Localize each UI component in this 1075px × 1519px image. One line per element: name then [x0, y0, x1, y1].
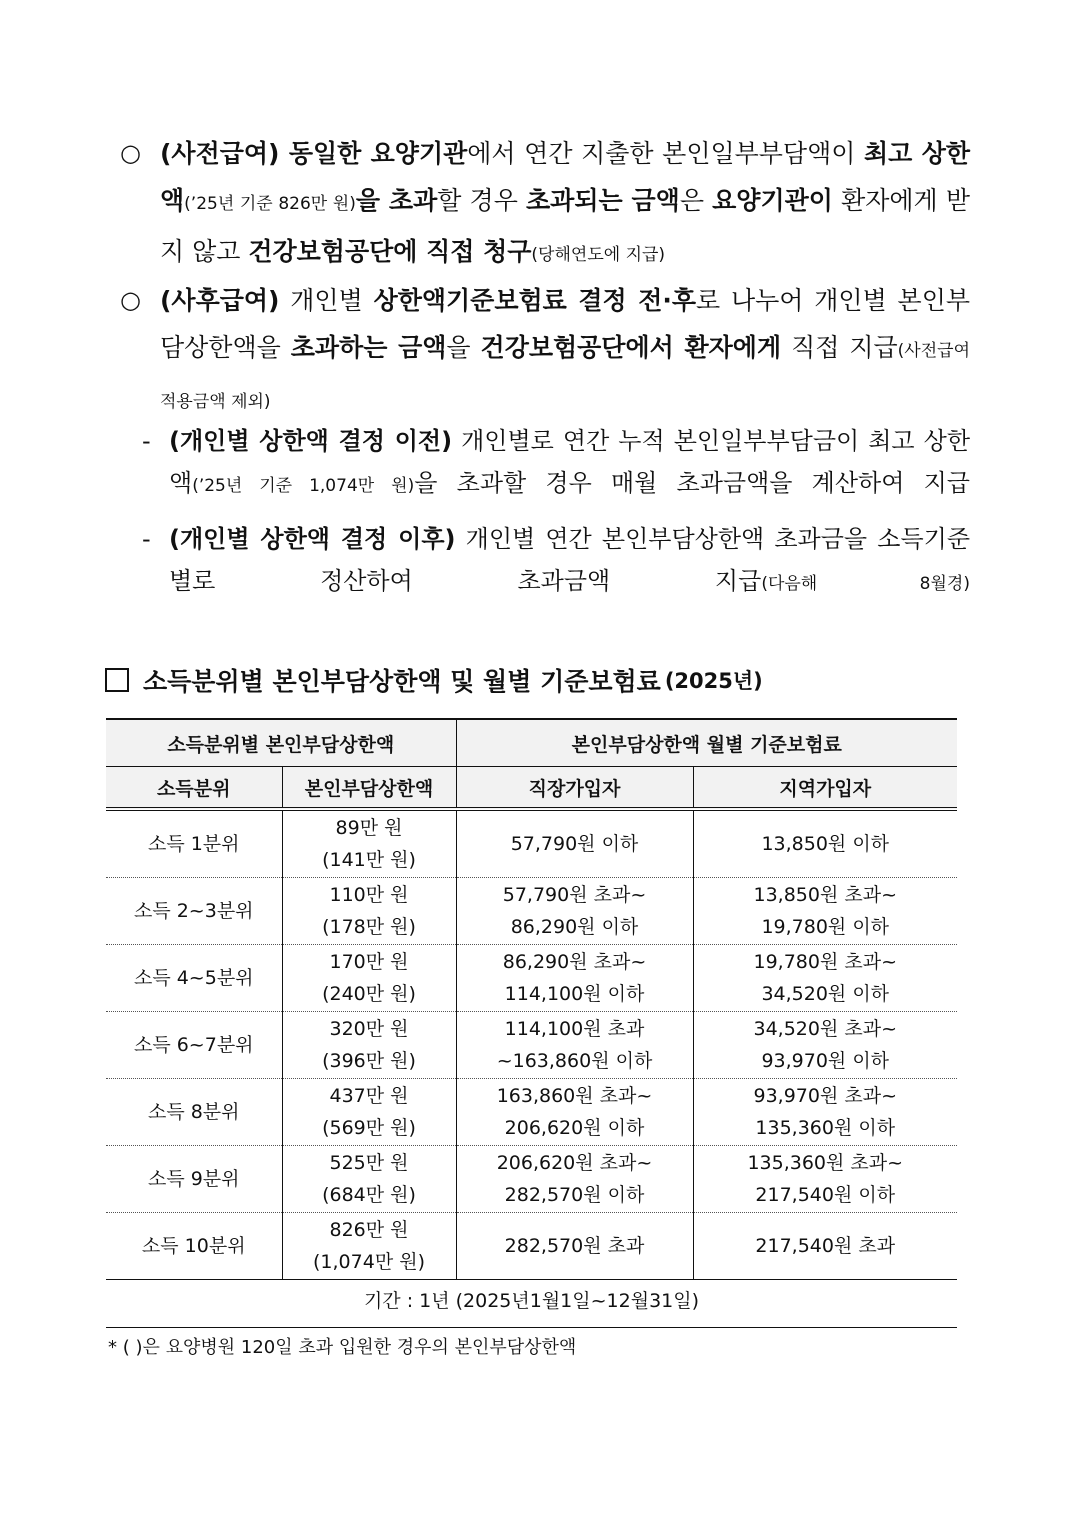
bullet-circle: ○: [120, 286, 141, 314]
subitem-before-decision: - (개인별 상한액 결정 이전) 개인별로 연간 누적 본인일부부담금이 최고 상한액(’25년 기준 1,074만 원)을 초과할 경우 매월 초과금액을 계산하여 지급: [142, 420, 970, 507]
square-checkbox-icon: [105, 668, 129, 692]
paragraph-postpayment: ○ (사후급여) 개인별 상한액기준보험료 결정 전·후로 나누어 개인별 본인부담상한액을 초과하는 금액을 건강보험공단에서 환자에게 직접 지급(사전급여 적용금액 제외): [120, 277, 970, 426]
footnote: * ( )은 요양병원 120일 초과 입원한 경우의 본인부담상한액: [108, 1337, 577, 1358]
table-row: 소득 9분위 525만 원 (684만 원) 206,620원 초과~ 282,570원 이하 135,360원 초과~ 217,540원 이하: [106, 1146, 957, 1213]
header-group-left: 소득분위별 본인부담상한액: [106, 719, 456, 767]
header-decile: 소득분위: [106, 767, 282, 810]
table-row: 소득 10분위 826만 원 (1,074만 원) 282,570원 초과 217,540원 초과: [106, 1213, 957, 1280]
bullet-dash: -: [142, 427, 151, 455]
bullet-circle: ○: [120, 139, 141, 167]
divider: [106, 1327, 957, 1328]
table-row: 소득 2~3분위 110만 원 (178만 원) 57,790원 초과~ 86,290원 이하 13,850원 초과~ 19,780원 이하: [106, 878, 957, 945]
prepayment-heading: (사전급여) 동일한 요양기관: [160, 139, 468, 168]
bullet-dash: -: [142, 525, 151, 553]
income-limit-table: [106, 718, 957, 1280]
period-note: 기간 : 1년 (2025년1월1일~12월31일): [363, 1290, 700, 1312]
header-group-right: 본인부담상한액 월별 기준보험료: [456, 719, 957, 767]
header-employee: 직장가입자: [456, 767, 693, 810]
section-title: 소득분위별 본인부담상한액 및 월별 기준보험료 (2025년): [105, 662, 763, 698]
subitem-after-decision: - (개인별 상한액 결정 이후) 개인별 연간 본인부담상한액 초과금을 소득기준별로 정산하여 초과금액 지급(다음해 8월경): [142, 518, 970, 605]
paragraph-prepayment: ○ (사전급여) 동일한 요양기관에서 연간 지출한 본인일부부담액이 최고 상한액(’25년 기준 826만 원)을 초과할 경우 초과되는 금액은 요양기관이 환자에게 받지 않고 건강보험공단에 직접 청구(당해연도에 지급): [120, 130, 970, 279]
table-row: 소득 8분위 437만 원 (569만 원) 163,860원 초과~ 206,620원 이하 93,970원 초과~ 135,360원 이하: [106, 1079, 957, 1146]
table-row: 소득 4~5분위 170만 원 (240만 원) 86,290원 초과~ 114,100원 이하 19,780원 초과~ 34,520원 이하: [106, 945, 957, 1012]
table-row: 소득 1분위 89만 원 (141만 원) 57,790원 이하 13,850원 이하: [106, 809, 957, 878]
header-limit: 본인부담상한액: [282, 767, 456, 810]
table-row: 소득 6~7분위 320만 원 (396만 원) 114,100원 초과 ~163,860원 이하 34,520원 초과~ 93,970원 이하: [106, 1012, 957, 1079]
postpayment-heading: (사후급여): [160, 286, 280, 315]
header-regional: 지역가입자: [693, 767, 957, 810]
